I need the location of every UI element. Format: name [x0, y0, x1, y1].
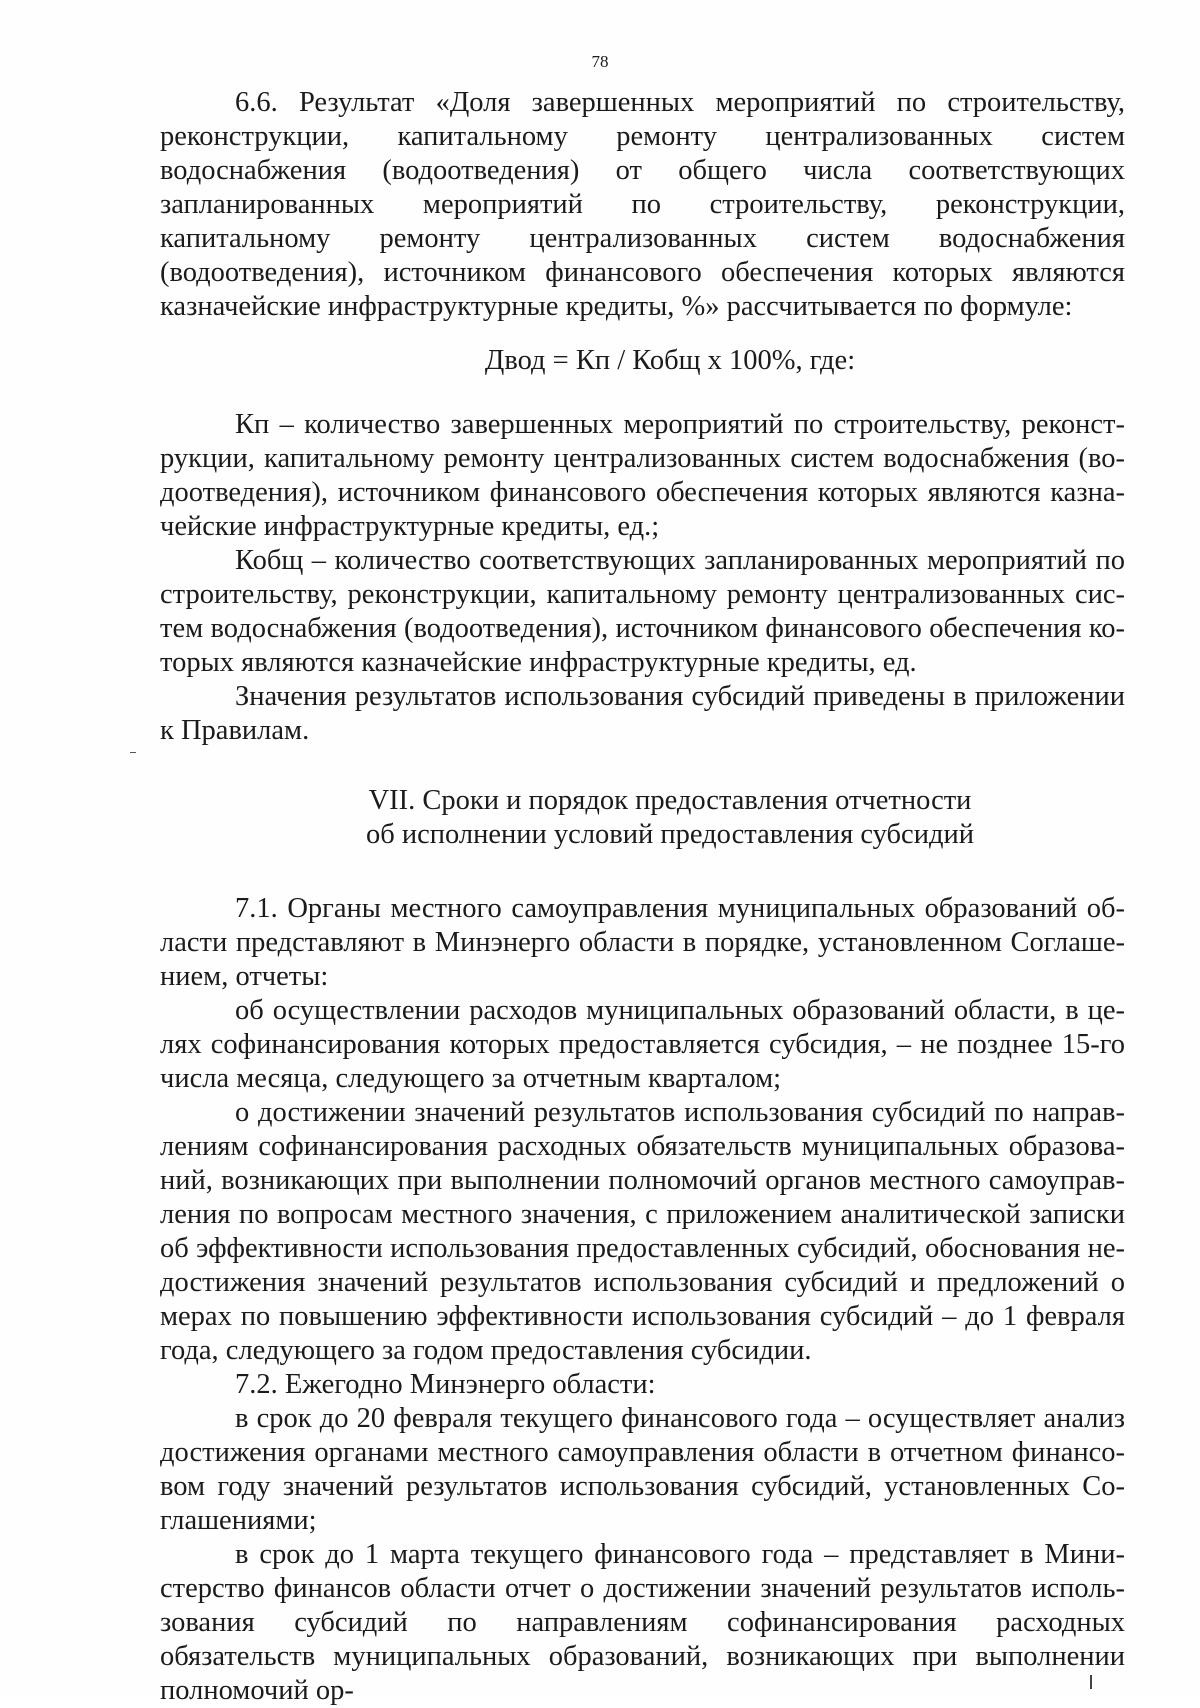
formula: Двод = Кп / Кобщ x 100%, где:	[484, 345, 856, 376]
paragraph-7-2: 7.2. Ежегодно Минэнерго области:	[235, 1369, 656, 1400]
section-heading-line-1: VII. Сроки и порядок предоставления отчетности	[368, 785, 972, 816]
paragraph-results-values: Значения результатов использования субсидий приведены в приложении к Правилам.	[160, 681, 1125, 746]
document-body	[160, 86, 1125, 1708]
paragraph-7-1: 7.1. Органы местного самоуправления муниципальных образований области представляют в Минэнерго области в порядке, установленном Соглашением, отчеты:	[160, 893, 1125, 992]
section-heading-vii	[160, 784, 1125, 852]
paragraph-analysis-deadline: в срок до 20 февраля текущего финансового года – осуществляет анализ достижения органами местного самоуправления области в отчетном финансовом году значений результатов использования субсидий, установленных Соглашениями;	[160, 1403, 1125, 1536]
scan-mark	[130, 752, 136, 753]
paragraph-report-deadline: в срок до 1 марта текущего финансового года – представляет в Министерство финансов области отчет о достижении значений результатов использования субсидий по направлениям софинансирования расходных обязательств муниципальных образований, возникающих при выполнении полномочий ор-	[160, 1539, 1125, 1706]
paragraph-expenses-report: об осуществлении расходов муниципальных образований области, в целях софинансирования которых предоставляется субсидия, – не позднее 15-го числа месяца, следующего за отчетным кварталом;	[160, 995, 1125, 1094]
section-heading-line-2: об исполнении условий предоставления субсидий	[366, 819, 974, 850]
paragraph-kp-definition: Кп – количество завершенных мероприятий по строительству, реконструкции, капитальному ремонту централизованных систем водоснабжения (водоотведения), источником финансового обеспечения которых являются казначейские инфраструктурные кредиты, ед.;	[160, 409, 1125, 542]
scan-mark	[1090, 1675, 1092, 1689]
paragraph-results-report: о достижении значений результатов использования субсидий по направлениям софинансирования расходных обязательств муниципальных образований, возникающих при выполнении полномочий органов местного самоуправления по вопросам местного значения, с приложением аналитической записки об эффективности использования предоставленных субсидий, обоснования недостижения значений результатов использования субсидий и предложений о мерах по повышению эффективности использования субсидий – до 1 февраля года, следующего за годом предоставления субсидии.	[160, 1097, 1125, 1366]
paragraph-kobshch-definition: Кобщ – количество соответствующих запланированных мероприятий по строительству, реконструкции, капитальному ремонту централизованных систем водоснабжения (водоотведения), источником финансового обеспечения которых являются казначейские инфраструктурные кредиты, ед.	[160, 545, 1125, 678]
page-number: 78	[591, 52, 609, 71]
paragraph-6-6: 6.6. Результат «Доля завершенных мероприятий по строительству, реконструкции, капитальному ремонту централизованных систем водоснабжения (водоотведения) от общего числа соответствующих запланированных мероприятий по строительству, реконструкции, капитальному ремонту централизованных систем водоснабжения (водоотведения), источником финансового обеспечения которых являются казначейские инфраструктурные кредиты, %» рассчитывается по формуле:	[160, 87, 1125, 322]
